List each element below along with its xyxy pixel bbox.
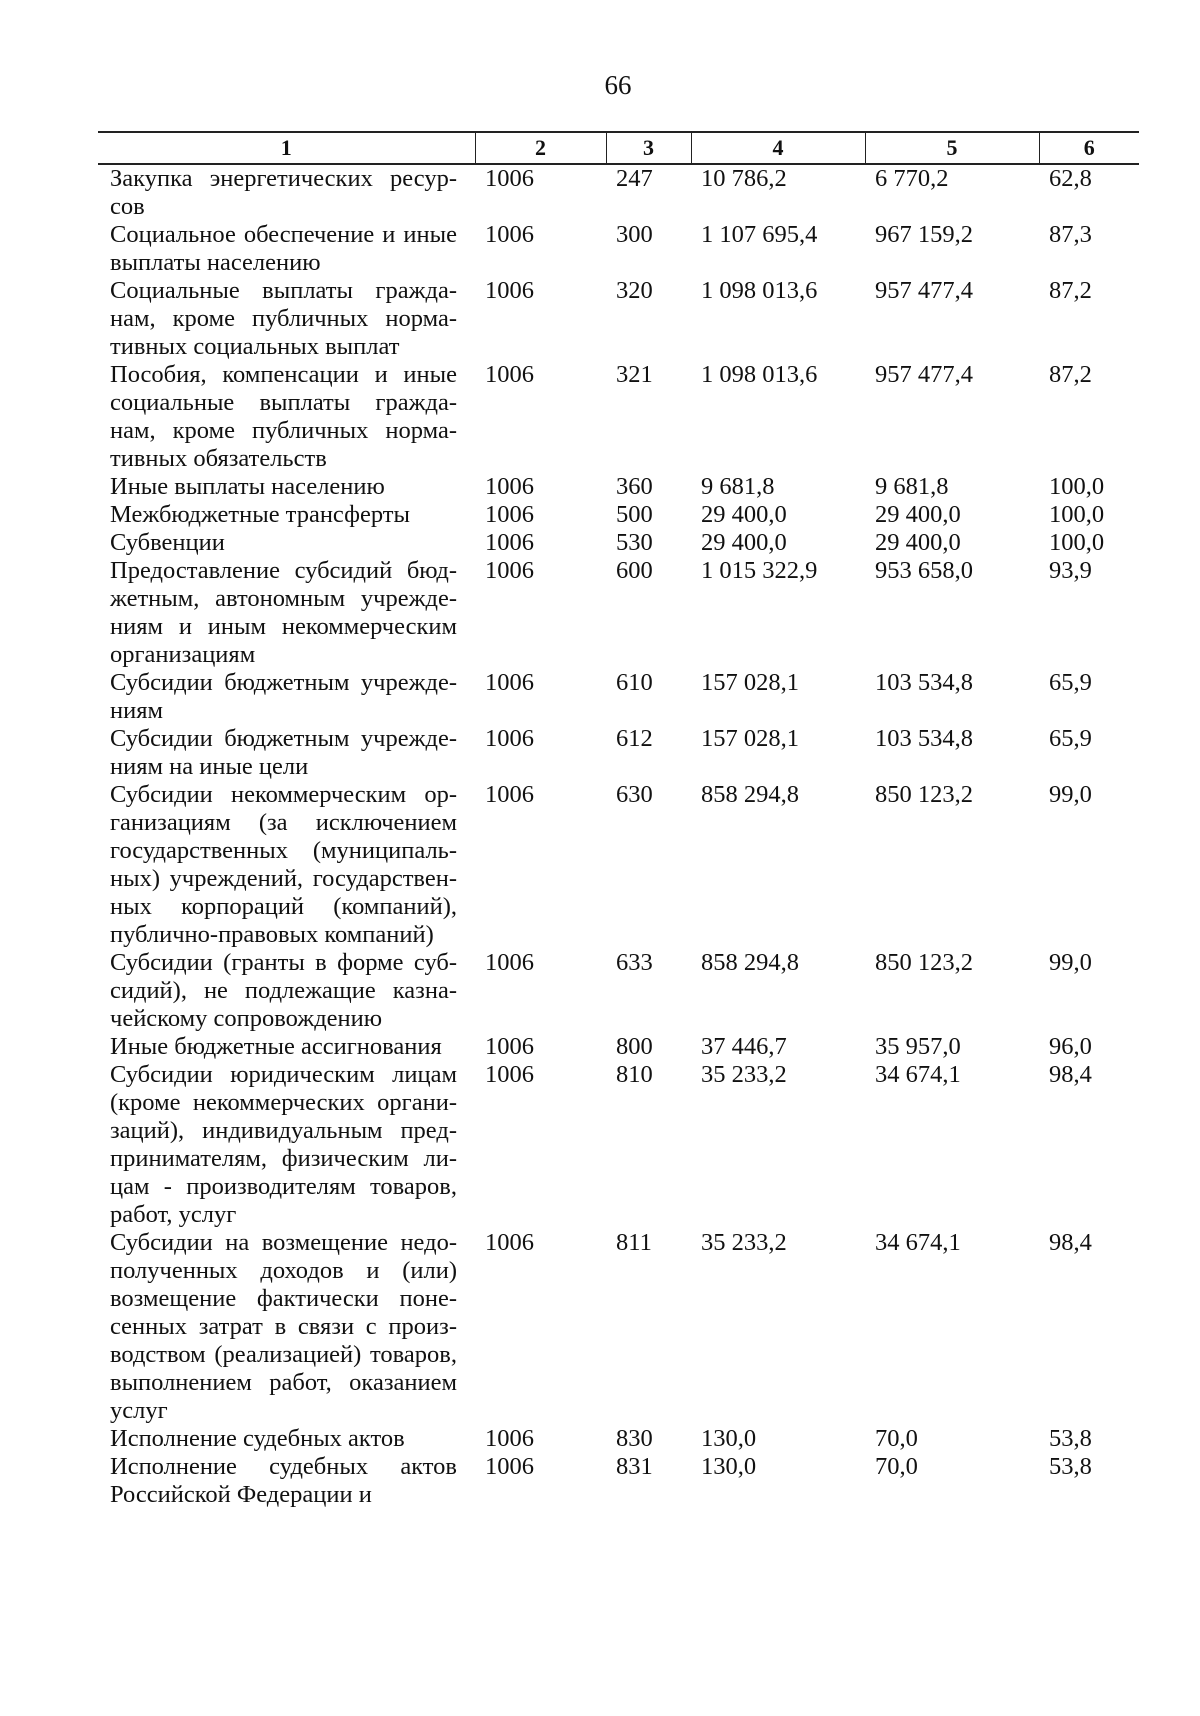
- row-expense-code-cell: 360: [616, 473, 653, 500]
- row-percent-cell: 87,2: [1049, 361, 1092, 388]
- row-actual-amount-cell: 850 123,2: [875, 781, 973, 808]
- row-name-cell: Иные бюджетные ассигнования: [110, 1033, 442, 1060]
- row-percent-cell: 96,0: [1049, 1033, 1092, 1060]
- row-name-cell: Исполнение судебных актов: [110, 1425, 405, 1452]
- row-expense-code-cell: 530: [616, 529, 653, 556]
- table-row: [98, 557, 1139, 669]
- row-percent-cell: 99,0: [1049, 781, 1092, 808]
- row-actual-amount-cell: 953 658,0: [875, 557, 973, 584]
- row-section-code-cell: 1006: [485, 1229, 534, 1256]
- row-planned-amount-cell: 29 400,0: [701, 501, 787, 528]
- row-percent-cell: 99,0: [1049, 949, 1092, 976]
- row-percent-cell: 98,4: [1049, 1061, 1092, 1088]
- row-name-cell: Субсидии бюджетным учрежде-ниям на иные цели: [110, 725, 457, 780]
- row-planned-amount-cell: 1 098 013,6: [701, 277, 818, 304]
- row-planned-amount-cell: 9 681,8: [701, 473, 775, 500]
- row-actual-amount-cell: 967 159,2: [875, 221, 973, 248]
- row-section-code-cell: 1006: [485, 949, 534, 976]
- row-actual-amount-cell: 957 477,4: [875, 361, 973, 388]
- header-col-1: 1: [98, 132, 475, 164]
- row-actual-amount-cell: 6 770,2: [875, 165, 949, 192]
- row-name-cell: Социальное обеспечение и иные выплаты населению: [110, 221, 457, 276]
- row-expense-code-cell: 831: [616, 1453, 653, 1480]
- row-expense-code-cell: 321: [616, 361, 653, 388]
- row-actual-amount-cell: 103 534,8: [875, 725, 973, 752]
- table-row: [98, 473, 1139, 501]
- row-expense-code-cell: 247: [616, 165, 653, 192]
- table-row: [98, 725, 1139, 781]
- row-percent-cell: 87,2: [1049, 277, 1092, 304]
- row-percent-cell: 93,9: [1049, 557, 1092, 584]
- row-section-code-cell: 1006: [485, 781, 534, 808]
- row-expense-code-cell: 320: [616, 277, 653, 304]
- row-actual-amount-cell: 34 674,1: [875, 1229, 961, 1256]
- row-section-code-cell: 1006: [485, 669, 534, 696]
- row-actual-amount-cell: 850 123,2: [875, 949, 973, 976]
- row-section-code-cell: 1006: [485, 473, 534, 500]
- row-planned-amount-cell: 858 294,8: [701, 949, 799, 976]
- budget-table: [98, 131, 1139, 1509]
- row-section-code-cell: 1006: [485, 529, 534, 556]
- row-section-code-cell: 1006: [485, 165, 534, 192]
- row-percent-cell: 53,8: [1049, 1425, 1092, 1452]
- row-name-cell: Социальные выплаты гражда-нам, кроме публичных норма-тивных социальных выплат: [110, 277, 457, 360]
- table-row: [98, 164, 1139, 221]
- table-row: [98, 1229, 1139, 1425]
- table-row: [98, 1453, 1139, 1509]
- row-section-code-cell: 1006: [485, 277, 534, 304]
- row-actual-amount-cell: 103 534,8: [875, 669, 973, 696]
- row-expense-code-cell: 300: [616, 221, 653, 248]
- row-expense-code-cell: 830: [616, 1425, 653, 1452]
- row-expense-code-cell: 600: [616, 557, 653, 584]
- row-expense-code-cell: 811: [616, 1229, 652, 1256]
- row-section-code-cell: 1006: [485, 361, 534, 388]
- row-actual-amount-cell: 34 674,1: [875, 1061, 961, 1088]
- row-percent-cell: 53,8: [1049, 1453, 1092, 1480]
- row-actual-amount-cell: 70,0: [875, 1425, 918, 1452]
- table-body: [98, 164, 1139, 1509]
- table-row: [98, 781, 1139, 949]
- row-percent-cell: 65,9: [1049, 669, 1092, 696]
- row-actual-amount-cell: 35 957,0: [875, 1033, 961, 1060]
- row-name-cell: Закупка энергетических ресур-сов: [110, 165, 457, 220]
- table-row: [98, 1425, 1139, 1453]
- row-actual-amount-cell: 29 400,0: [875, 529, 961, 556]
- row-expense-code-cell: 800: [616, 1033, 653, 1060]
- row-percent-cell: 100,0: [1049, 529, 1105, 556]
- row-expense-code-cell: 610: [616, 669, 653, 696]
- row-name-cell: Субсидии юридическим лицам (кроме некоммерческих органи-заций), индивидуальным пред-принимателям, физическим ли-цам - производителям товаров, работ, услуг: [110, 1061, 457, 1228]
- table-header: [98, 132, 1139, 164]
- table-row: [98, 949, 1139, 1033]
- row-name-cell: Предоставление субсидий бюд-жетным, автономным учрежде-ниям и иным некоммерческим организациям: [110, 557, 457, 668]
- row-name-cell: Субвенции: [110, 529, 225, 556]
- table-row: [98, 1033, 1139, 1061]
- row-percent-cell: 87,3: [1049, 221, 1092, 248]
- row-percent-cell: 62,8: [1049, 165, 1092, 192]
- table-row: [98, 221, 1139, 277]
- row-percent-cell: 65,9: [1049, 725, 1092, 752]
- row-planned-amount-cell: 157 028,1: [701, 669, 799, 696]
- row-planned-amount-cell: 157 028,1: [701, 725, 799, 752]
- row-name-cell: Исполнение судебных актов Российской Федерации и: [110, 1453, 457, 1508]
- row-expense-code-cell: 500: [616, 501, 653, 528]
- page-number: 66: [604, 70, 632, 100]
- row-percent-cell: 98,4: [1049, 1229, 1092, 1256]
- row-section-code-cell: 1006: [485, 1061, 534, 1088]
- row-percent-cell: 100,0: [1049, 473, 1105, 500]
- row-name-cell: Субсидии бюджетным учрежде-ниям: [110, 669, 457, 724]
- row-planned-amount-cell: 130,0: [701, 1453, 757, 1480]
- header-col-5: 5: [865, 132, 1039, 164]
- row-name-cell: Субсидии некоммерческим ор-ганизациям (за исключением государственных (муниципаль-ных) учреждений, государствен-ных корпораций (компаний), публично-правовых компаний): [110, 781, 457, 948]
- row-expense-code-cell: 612: [616, 725, 653, 752]
- row-actual-amount-cell: 29 400,0: [875, 501, 961, 528]
- row-actual-amount-cell: 957 477,4: [875, 277, 973, 304]
- header-col-3: 3: [606, 132, 691, 164]
- row-section-code-cell: 1006: [485, 725, 534, 752]
- row-planned-amount-cell: 858 294,8: [701, 781, 799, 808]
- row-planned-amount-cell: 35 233,2: [701, 1229, 787, 1256]
- row-section-code-cell: 1006: [485, 501, 534, 528]
- row-planned-amount-cell: 1 107 695,4: [701, 221, 818, 248]
- row-planned-amount-cell: 1 015 322,9: [701, 557, 818, 584]
- header-row: [98, 132, 1139, 164]
- table-row: [98, 669, 1139, 725]
- row-actual-amount-cell: 9 681,8: [875, 473, 949, 500]
- table-row: [98, 501, 1139, 529]
- row-planned-amount-cell: 1 098 013,6: [701, 361, 818, 388]
- row-section-code-cell: 1006: [485, 1453, 534, 1480]
- row-planned-amount-cell: 10 786,2: [701, 165, 787, 192]
- row-actual-amount-cell: 70,0: [875, 1453, 918, 1480]
- row-planned-amount-cell: 29 400,0: [701, 529, 787, 556]
- row-planned-amount-cell: 130,0: [701, 1425, 757, 1452]
- table-row: [98, 361, 1139, 473]
- table-row: [98, 1061, 1139, 1229]
- table-row: [98, 277, 1139, 361]
- row-section-code-cell: 1006: [485, 1033, 534, 1060]
- row-percent-cell: 100,0: [1049, 501, 1105, 528]
- header-col-2: 2: [475, 132, 606, 164]
- row-planned-amount-cell: 37 446,7: [701, 1033, 787, 1060]
- table-row: [98, 529, 1139, 557]
- row-section-code-cell: 1006: [485, 557, 534, 584]
- row-section-code-cell: 1006: [485, 221, 534, 248]
- row-name-cell: Субсидии на возмещение недо-полученных доходов и (или) возмещение фактически поне-сенных затрат в связи с произ-водством (реализацией) товаров, выполнением работ, оказанием услуг: [110, 1229, 457, 1424]
- row-planned-amount-cell: 35 233,2: [701, 1061, 787, 1088]
- row-section-code-cell: 1006: [485, 1425, 534, 1452]
- row-expense-code-cell: 810: [616, 1061, 653, 1088]
- row-name-cell: Пособия, компенсации и иные социальные выплаты гражда-нам, кроме публичных норма-тивных обязательств: [110, 361, 457, 472]
- row-name-cell: Иные выплаты населению: [110, 473, 385, 500]
- row-expense-code-cell: 633: [616, 949, 653, 976]
- row-name-cell: Субсидии (гранты в форме суб-сидий), не подлежащие казна-чейскому сопровождению: [110, 949, 457, 1032]
- budget-table-container: [98, 131, 1139, 1509]
- header-col-6: 6: [1039, 132, 1139, 164]
- row-expense-code-cell: 630: [616, 781, 653, 808]
- header-col-4: 4: [691, 132, 865, 164]
- row-name-cell: Межбюджетные трансферты: [110, 501, 410, 528]
